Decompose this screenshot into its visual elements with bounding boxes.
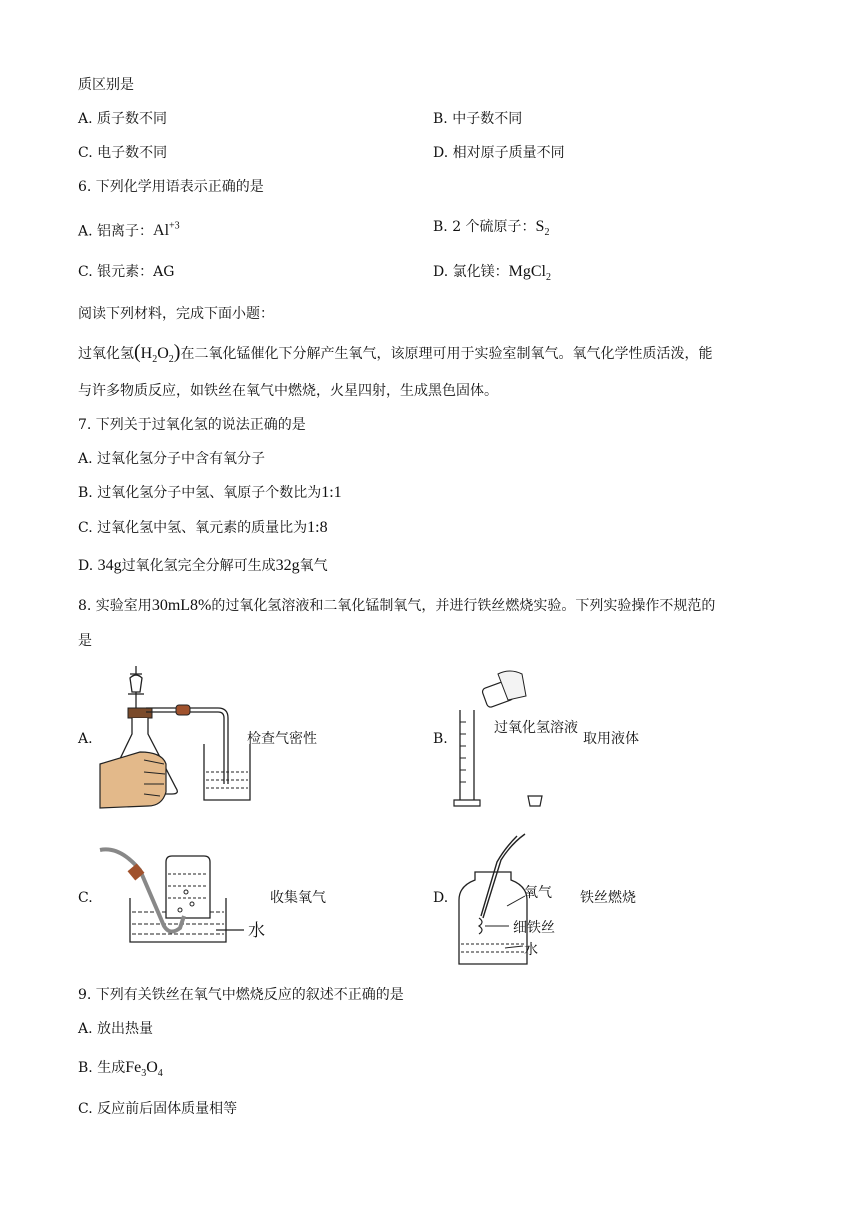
mass-value: 34g <box>97 557 122 574</box>
q8-option-c-caption: 收集氧气 <box>270 890 326 906</box>
left-paren: ( <box>134 341 141 363</box>
formula-charge: +3 <box>169 221 180 232</box>
iron-oxide-formula <box>125 1059 163 1080</box>
reading-paragraph-line2: 与许多物质反应，如铁丝在氧气中燃烧，火星四射，生成黑色固体。 <box>78 383 498 399</box>
formula-h: H <box>140 345 153 362</box>
q6-option-b[interactable] <box>433 218 549 242</box>
q7-option-c[interactable] <box>78 519 328 537</box>
formula-fe: Fe <box>125 1059 142 1076</box>
q6-option-c[interactable]: C. 银元素：AG <box>78 264 175 280</box>
hand-icon <box>100 752 166 808</box>
aluminium-ion-formula <box>153 222 180 239</box>
option-text: D. <box>78 558 98 574</box>
formula-symbol: S <box>535 218 545 235</box>
water-label-d: 水 <box>524 942 538 958</box>
rubber-tube-icon <box>176 705 190 715</box>
q5-option-b[interactable]: B. 中子数不同 <box>433 111 523 127</box>
ratio-value: 1:1 <box>321 484 342 501</box>
option-text: B. 生成 <box>78 1060 126 1076</box>
formula-subscript: 4 <box>157 1068 163 1080</box>
stem-text: 8. 实验室用 <box>78 598 152 614</box>
q8-option-a-letter[interactable]: A. <box>78 731 93 747</box>
beaker-icon <box>204 744 250 800</box>
formula-subscript: 3 <box>141 1068 147 1080</box>
rubber-stopper-icon <box>128 708 152 718</box>
mass-value: 32g <box>275 557 300 574</box>
q8-option-c-letter[interactable]: C. <box>78 890 93 906</box>
q6-stem: 6. 下列化学用语表示正确的是 <box>78 179 264 195</box>
formula-symbol: Al <box>153 222 170 240</box>
q9-option-a[interactable]: A. 放出热量 <box>78 1021 154 1037</box>
q7-option-d[interactable] <box>78 557 328 575</box>
q6-option-d-label: D. 氯化镁： <box>433 264 509 280</box>
q8-stem-line1 <box>78 597 715 615</box>
q9-option-c[interactable]: C. 反应前后固体质量相等 <box>78 1101 238 1117</box>
q7-option-a[interactable]: A. 过氧化氢分子中含有氧分子 <box>78 451 266 467</box>
q5-option-a[interactable]: A. 质子数不同 <box>78 111 168 127</box>
ratio-value: 1:8 <box>307 519 328 536</box>
q7-option-b[interactable] <box>78 484 342 502</box>
q6-option-b-label: B. 2 个硫原子： <box>433 219 536 235</box>
separatory-funnel-icon <box>128 666 144 708</box>
option-text: 过氧化氢完全分解可生成 <box>121 558 276 574</box>
q8-option-d-letter[interactable]: D. <box>433 890 449 906</box>
q8-option-b-caption: 取用液体 <box>583 731 639 747</box>
q8-stem-line2: 是 <box>78 633 92 649</box>
formula-o: O <box>146 1059 158 1076</box>
q5-option-c[interactable]: C. 电子数不同 <box>78 145 168 161</box>
option-text: B. 过氧化氢分子中氢、氧原子个数比为 <box>78 485 322 501</box>
measuring-cylinder-icon <box>454 710 480 806</box>
reading-text: 在二氧化锰催化下分解产生氧气，该原理可用于实验室制氧气。氧气化学性质活泼，能 <box>180 346 713 362</box>
oxygen-label: 氧气 <box>524 885 552 901</box>
reading-paragraph-line1 <box>78 343 712 369</box>
reagent-bottle-icon <box>481 671 526 708</box>
q5-option-d[interactable]: D. 相对原子质量不同 <box>433 145 565 161</box>
airtightness-check-figure <box>100 660 260 810</box>
gas-collection-figure <box>100 840 270 950</box>
formula-subscript: 2 <box>152 354 158 366</box>
sulfur-formula <box>535 218 550 239</box>
q7-stem: 7. 下列关于过氧化氢的说法正确的是 <box>78 417 306 433</box>
question-tail: 质区别是 <box>78 77 134 93</box>
q9-option-b[interactable] <box>78 1059 163 1083</box>
hydrogen-peroxide-formula <box>134 341 181 366</box>
q8-option-a-caption: 检查气密性 <box>247 731 317 747</box>
formula-subscript: 2 <box>168 354 174 366</box>
formula-o: O <box>157 345 169 362</box>
magnesium-chloride-formula <box>508 263 551 284</box>
formula-symbol: MgCl <box>508 263 546 280</box>
q6-option-d[interactable] <box>433 263 551 287</box>
concentration-value: 30mL8% <box>151 597 212 614</box>
reading-text: 过氧化氢 <box>78 346 134 362</box>
reading-instruction: 阅读下列材料，完成下面小题： <box>78 306 274 322</box>
formula-subscript: 2 <box>545 272 551 284</box>
formula-subscript: 2 <box>544 227 550 239</box>
gas-jar-icon <box>166 856 210 918</box>
q8-option-d-caption: 铁丝燃烧 <box>580 890 636 906</box>
option-text: 氧气 <box>299 558 328 574</box>
iron-wire-label: 细铁丝 <box>513 920 555 936</box>
q8-option-b-letter[interactable]: B. <box>433 731 448 747</box>
q9-stem: 9. 下列有关铁丝在氧气中燃烧反应的叙述不正确的是 <box>78 987 404 1003</box>
right-paren: ) <box>173 341 181 363</box>
q6-option-a[interactable] <box>78 218 180 240</box>
hydrogen-peroxide-bottle-label: 过氧化氢溶液 <box>494 720 578 736</box>
water-label: 水 <box>248 921 265 941</box>
option-text: C. 过氧化氢中氢、氧元素的质量比为 <box>78 520 308 536</box>
q6-option-a-label: A. 铝离子： <box>78 223 154 240</box>
stem-text: 的过氧化氢溶液和二氧化锰制氧气，并进行铁丝燃烧实验。下列实验操作不规范的 <box>211 598 716 614</box>
bottle-stopper-icon <box>528 796 542 806</box>
